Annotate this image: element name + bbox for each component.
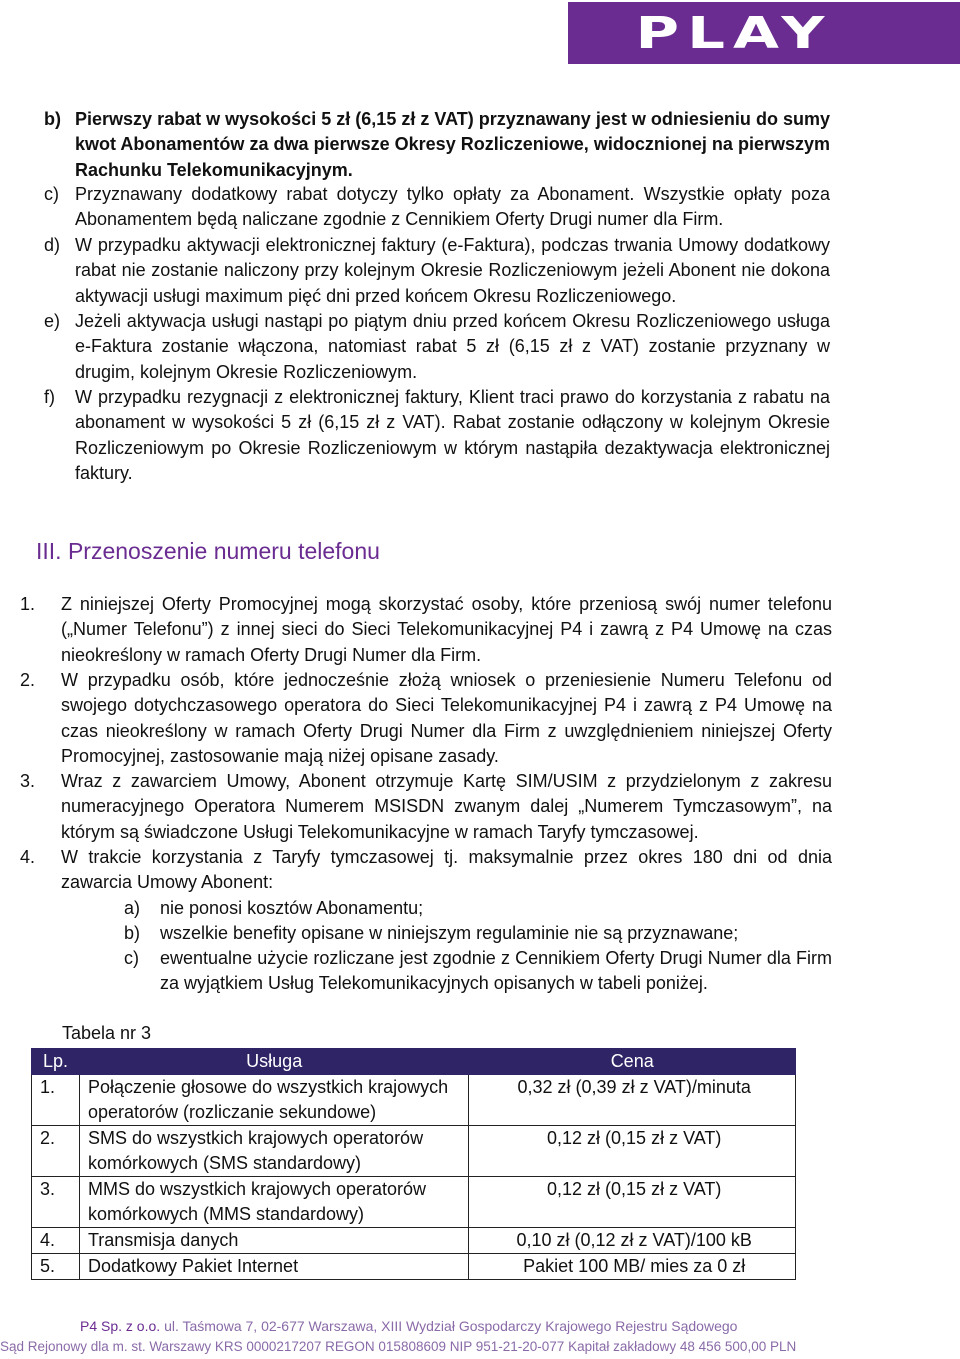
numbered-item-4: [20, 845, 832, 896]
cell-cena: 0,12 zł (0,15 zł z VAT): [469, 1126, 796, 1177]
cell-usluga: MMS do wszystkich krajowych operatorów komórkowych (MMS standardowy): [79, 1177, 468, 1228]
item-marker: a): [124, 898, 141, 918]
numbered-item-2: [20, 668, 832, 769]
cell-lp: 3.: [32, 1177, 80, 1228]
rabat-item-d: [44, 233, 830, 309]
cell-cena: 0,10 zł (0,12 zł z VAT)/100 kB: [469, 1228, 796, 1254]
rabat-item-e: [44, 309, 830, 385]
item-marker: 4.: [20, 847, 36, 867]
header-lp: Lp.: [32, 1049, 80, 1075]
cell-cena: Pakiet 100 MB/ mies za 0 zł: [469, 1254, 796, 1280]
table-row: [32, 1126, 796, 1177]
item-text: Przyznawany dodatkowy rabat dotyczy tylko opłaty za Abonament. Wszystkie opłaty poza Abonamentem będą naliczane zgodnie z Cennikiem Oferty Drugi numer dla Firm.: [75, 184, 830, 230]
footer-line-2: Sąd Rejonowy dla m. st. Warszawy KRS 0000217207 REGON 015808609 NIP 951-21-20-077 Kapitał zakładowy 48 456 500,00 PLN: [0, 1339, 797, 1354]
item-marker: b): [44, 109, 61, 129]
rabat-item-b: [44, 107, 830, 183]
cell-lp: 1.: [32, 1075, 80, 1126]
cell-lp: 2.: [32, 1126, 80, 1177]
rabat-item-c: [44, 182, 830, 233]
cell-usluga: SMS do wszystkich krajowych operatorów komórkowych (SMS standardowy): [79, 1126, 468, 1177]
rabat-item-f: [44, 385, 830, 486]
item-marker: f): [44, 387, 55, 407]
item-text: Pierwszy rabat w wysokości 5 zł (6,15 zł z VAT) przyznawany jest w odniesieniu do sumy kwot Abonamentów za dwa pierwsze Okresy Rozliczeniowe, widocznionej na pierwszym Rachunku Telekomunikacyjnym.: [75, 109, 830, 180]
table-row: [32, 1228, 796, 1254]
item-text: W przypadku osób, które jednocześnie złożą wniosek o przeniesienie Numeru Telefonu od swojego dotychczasowego operatora do Sieci Telekomunikacyjnej P4 i zawrą z P4 Umowę na czas nieokreślony w ramach Oferty Drugi Numer dla Firm z uwzględnieniem niniejszej Oferty Promocyjnej, zastosowanie mają niżej opisane zasady.: [61, 670, 832, 766]
item-marker: b): [124, 923, 141, 943]
item-text: Jeżeli aktywacja usługi nastąpi po piątym dniu przed końcem Okresu Rozliczeniowego usługa e-Faktura zostanie włączona, natomiast rabat 5 zł (6,15 zł z VAT) zostanie przyznany w drugim, kolejnym Okresie Rozliczeniowym.: [75, 311, 830, 382]
cell-lp: 4.: [32, 1228, 80, 1254]
cell-lp: 5.: [32, 1254, 80, 1280]
item-text: Wraz z zawarciem Umowy, Abonent otrzymuje Kartę SIM/USIM z przydzielonym z zakresu numeracyjnego Operatora Numerem MSISDN zwanym dalej „Numerem Tymczasowym”, na którym są świadczone Usługi Telekomunikacyjne w ramach Taryfy tymczasowej.: [61, 771, 832, 842]
numbered-item-1: [20, 592, 832, 668]
section-heading: III. Przenoszenie numeru telefonu: [36, 538, 380, 564]
item-text: W przypadku aktywacji elektronicznej faktury (e-Faktura), podczas trwania Umowy dodatkowy rabat nie zostanie naliczony przy kolejnym Okresie Rozliczeniowym jeżeli Abonent nie dokona aktywacji usługi maximum pięć dni przed końcem Okresu Rozliczeniowego.: [75, 235, 830, 306]
footer-address: ul. Taśmowa 7, 02-677 Warszawa, XIII Wydział Gospodarczy Krajowego Rejestru Sądowego: [164, 1318, 738, 1334]
sub-item-a: [124, 896, 832, 921]
item-marker: d): [44, 235, 61, 255]
numbered-item-3: [20, 769, 832, 845]
item-text: nie ponosi kosztów Abonamentu;: [160, 898, 424, 918]
cell-usluga: Połączenie głosowe do wszystkich krajowych operatorów (rozliczanie sekundowe): [79, 1075, 468, 1126]
item-text: Z niniejszej Oferty Promocyjnej mogą skorzystać osoby, które przeniosą swój numer telefonu („Numer Telefonu”) z innej sieci do Sieci Telekomunikacyjnej P4 i zawrą z P4 Umowę na czas nieokreślony w ramach Oferty Drugi Numer dla Firm.: [61, 594, 832, 665]
item-marker: e): [44, 311, 61, 331]
header-cena: Cena: [469, 1049, 796, 1075]
footer-company: P4 Sp. z o.o.: [80, 1318, 161, 1334]
item-marker: 2.: [20, 670, 36, 690]
item-marker: 1.: [20, 594, 36, 614]
play-logo: [568, 2, 960, 64]
logo-text: PLAY: [635, 7, 833, 59]
table-row: [32, 1075, 796, 1126]
sub-item-c: [124, 946, 832, 997]
item-marker: c): [44, 184, 59, 204]
price-table: [31, 1048, 796, 1280]
cell-usluga: Dodatkowy Pakiet Internet: [79, 1254, 468, 1280]
table-row: [32, 1177, 796, 1228]
table-header-row: [32, 1049, 796, 1075]
item-text: W trakcie korzystania z Taryfy tymczasowej tj. maksymalnie przez okres 180 dni od dnia zawarcia Umowy Abonent:: [61, 847, 832, 893]
item-text: ewentualne użycie rozliczane jest zgodnie z Cennikiem Oferty Drugi Numer dla Firm za wyjątkiem Usług Telekomunikacyjnych opisanych w tabeli poniżej.: [160, 948, 832, 994]
item-text: W przypadku rezygnacji z elektronicznej faktury, Klient traci prawo do korzystania z rabatu na abonament w wysokości 5 zł (6,15 zł z VAT). Rabat zostanie odłączony w kolejnym Okresie Rozliczeniowym po Okresie Rozliczeniowym w którym nastąpiła dezaktywacja elektronicznej faktury.: [75, 387, 830, 483]
item-marker: 3.: [20, 771, 36, 791]
cell-cena: 0,12 zł (0,15 zł z VAT): [469, 1177, 796, 1228]
table-row: [32, 1254, 796, 1280]
cell-cena: 0,32 zł (0,39 zł z VAT)/minuta: [469, 1075, 796, 1126]
item-marker: c): [124, 948, 139, 968]
cell-usluga: Transmisja danych: [79, 1228, 468, 1254]
sub-item-b: [124, 921, 832, 946]
table-caption: Tabela nr 3: [62, 1023, 152, 1043]
item-text: wszelkie benefity opisane w niniejszym regulaminie nie są przyznawane;: [160, 923, 739, 943]
footer-line-1: [0, 1318, 960, 1334]
header-usluga: Usługa: [79, 1049, 468, 1075]
